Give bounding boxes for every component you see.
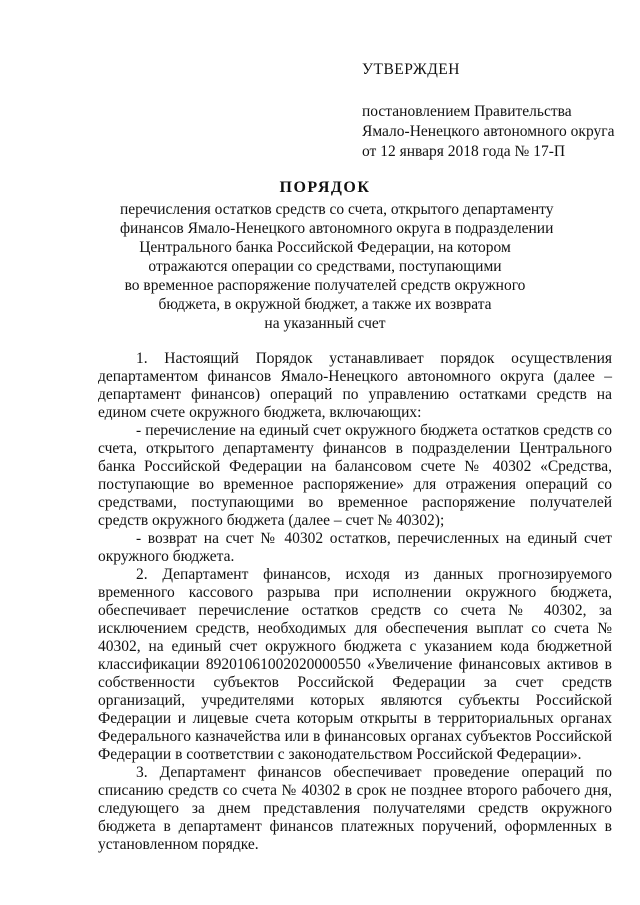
paragraph-1: 1. Настоящий Порядок устанавливает порядок осуществления департаментом финансов Ямало-Ненецкого автономного округа (далее – департамент финансов) операций по управлению остатками средств на едином счете окружного бюджета, включающих:: [98, 350, 612, 421]
approval-line: постановлением Правительства: [362, 103, 572, 120]
paragraph-bullet-2: - возврат на счет № 40302 остатков, перечисленных на единый счет окружного бюджета.: [98, 530, 612, 565]
document-title: ПОРЯДОК: [279, 179, 371, 196]
paragraph-2: 2. Департамент финансов, исходя из данных прогнозируемого временного кассового разрыва при исполнении окружного бюджета, обеспечивает перечисление остатков средств со счета № 40302, за исключением средств, необходимых для обеспечения выплат со счета № 40302, на единый счет окружного бюджета с указанием кода бюджетной классификации 89201061002020000550 «Увеличение финансовых активов в собственности субъектов Российской Федерации за счет средств организаций, учредителями которых являются субъекты Российской Федерации и лицевые счета которым открыты в территориальных органах Федерального казначейства или в финансовых органах субъектов Российской Федерации в соответствии с законодательством Российской Федерации».: [98, 566, 612, 763]
paragraph-bullet-1: - перечисление на единый счет окружного бюджета остатков средств со счета, открытого департаменту финансов в подразделении Центрального банка Российской Федерации на балансовом счете № 40302 «Средства, поступающие во временное распоряжение» для отражения операций со средствами, поступающими во временное распоряжение получателей средств окружного бюджета (далее – счет № 40302);: [98, 422, 612, 529]
subtitle-line: на указанный счет: [264, 315, 386, 332]
subtitle-line: отражаются операции со средствами, поступающими: [148, 258, 502, 275]
subtitle-line: во временное распоряжение получателей средств окружного: [124, 277, 526, 294]
approval-heading: УТВЕРЖДЕН: [362, 61, 460, 78]
approval-line: Ямало-Ненецкого автономного округа: [362, 123, 615, 140]
title-block: [120, 178, 554, 333]
approval-line: от 12 января 2018 года № 17-П: [362, 143, 566, 160]
document-body: [98, 350, 612, 854]
approval-block: [362, 60, 622, 162]
paragraph-3: 3. Департамент финансов обеспечивает проведение операций по списанию средств со счета № 40302 в срок не позднее второго рабочего дня, следующего за днем представления получателями средств окружного бюджета в департамент финансов платежных поручений, оформленных в установленном порядке.: [98, 764, 612, 853]
subtitle-line: финансов Ямало-Ненецкого автономного округа в подразделении: [120, 220, 554, 237]
subtitle-line: бюджета, в окружной бюджет, а также их возврата: [158, 296, 492, 313]
subtitle-line: перечисления остатков средств со счета, открытого департаменту: [120, 201, 554, 218]
subtitle-line: Центрального банка Российской Федерации, на котором: [139, 239, 511, 256]
